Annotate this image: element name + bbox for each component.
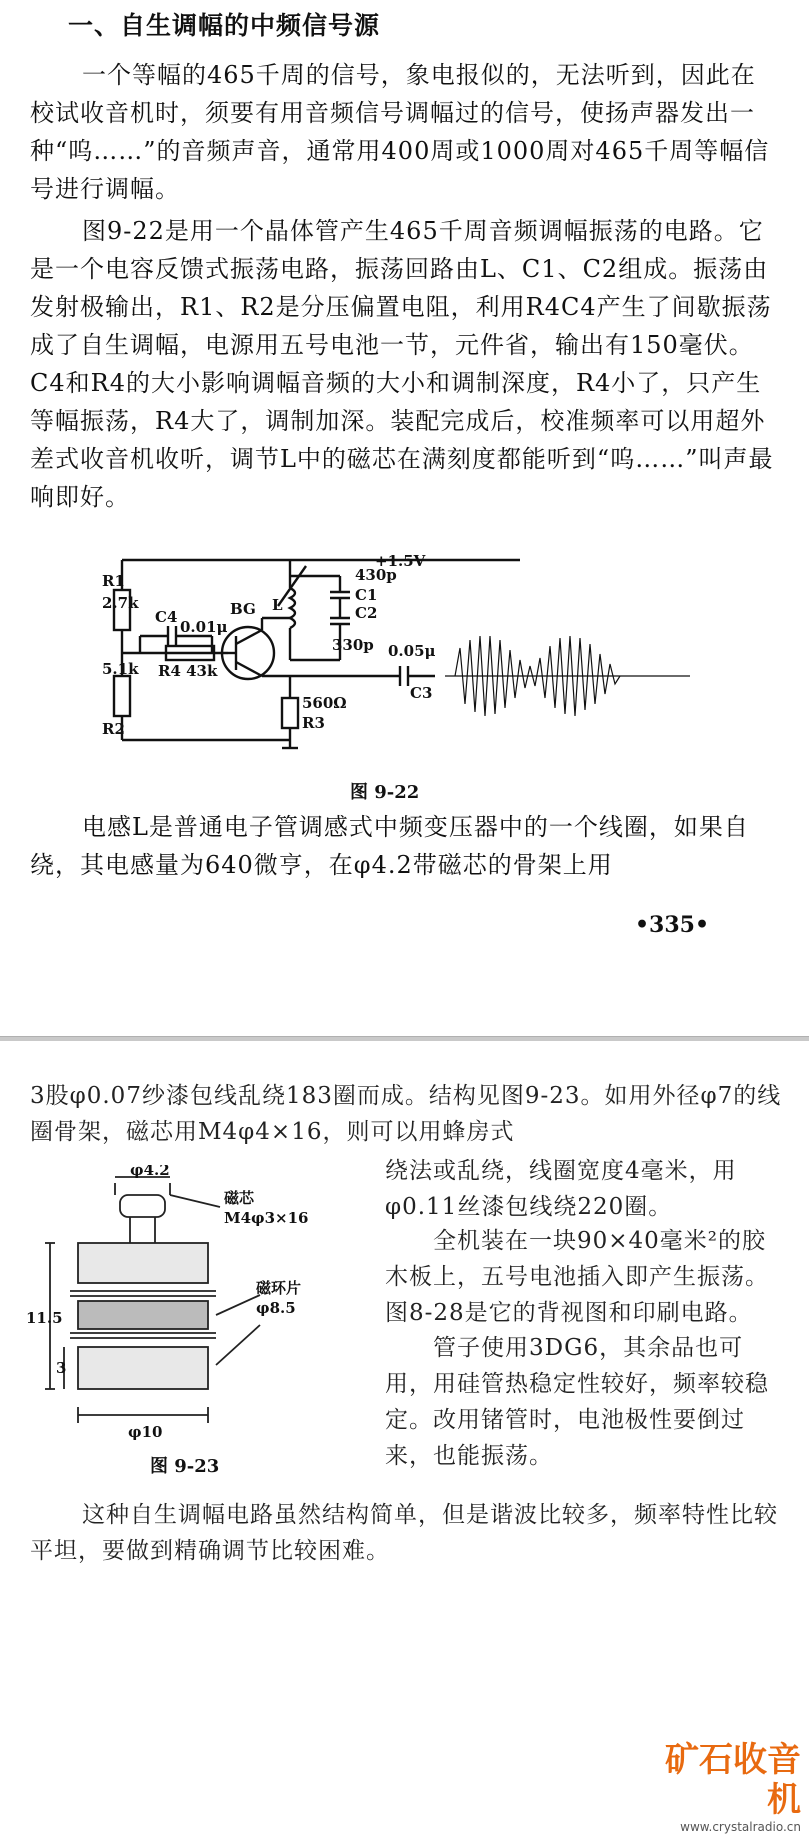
top-dimension: φ4.2: [130, 1165, 170, 1179]
resistor-r3: [282, 698, 298, 728]
section-heading: 一、自生调幅的中频信号源: [68, 11, 381, 40]
r3-value: 560Ω: [302, 694, 347, 712]
paragraph-8: 这种自生调幅电路虽然结构简单，但是谐波比较多，频率特性比较平坦，要做到精确调节比较困难。: [30, 1502, 778, 1564]
bottom-dimension: φ10: [128, 1423, 163, 1441]
c1-label: C1: [355, 586, 378, 604]
supply-label: +1.5V: [375, 552, 426, 570]
paragraph-2: 图9-22是用一个晶体管产生465千周音频调幅振荡的电路。它是一个电容反馈式振荡电路，振荡回路由L、C1、C2组成。振荡由发射极输出，R1、R2是分压偏置电阻，利用R4C4产生了间歇振荡成了自生调幅，电源用五号电池一节，元件省，输出有150毫伏。C4和R4的大小影响调幅音频的大小和调制深度，R4小了，只产生等幅振荡，R4大了，调制加深。装配完成后，校准频率可以用超外差式收音机收听，调节L中的磁芯在满刻度都能听到“呜……”叫声最响即好。: [30, 217, 774, 511]
transistor-label: BG: [230, 600, 256, 618]
paragraph-1: 一个等幅的465千周的信号，象电报似的，无法听到，因此在校试收音机时，须要有用音频信号调幅过的信号，使扬声器发出一种“呜……”的音频声音，通常用400周或1000周对465千周等幅信号进行调幅。: [30, 61, 770, 203]
paragraph-4: 3股φ0.07纱漆包线乱绕183圈而成。结构见图9-23。如用外径φ7的线圈骨架，磁芯用M4φ4×16，则可以用蜂房式: [30, 1083, 782, 1145]
watermark-url: www.crystalradio.cn: [680, 1820, 801, 1834]
r1-value: 2.7k: [102, 594, 139, 612]
c4-label: C4: [155, 608, 178, 626]
c3-label: C3: [410, 684, 433, 702]
core-spec: M4φ3×16: [224, 1209, 309, 1227]
paragraph-6: 全机装在一块90×40毫米²的胶木板上，五号电池插入即产生振荡。图8-28是它的背视图和印刷电路。: [385, 1228, 769, 1326]
height-dimension: 11.5: [26, 1309, 63, 1327]
figure-caption-9-22: 图 9-22: [350, 782, 420, 803]
c1-value: 430p: [355, 566, 397, 584]
ring-label: 磁环片: [256, 1279, 302, 1297]
paragraph-5: 绕法或乱绕，线圈宽度4毫米，用φ0.11丝漆包线绕220圈。: [385, 1158, 737, 1220]
figure-caption-9-23: 图 9-23: [150, 1456, 220, 1477]
watermark-logo-text: 矿石收音机: [665, 1740, 801, 1820]
resistor-r2: [114, 676, 130, 716]
inductor-label: L: [272, 596, 283, 614]
r4-label: R4 43k: [158, 662, 218, 680]
r3-label: R3: [302, 714, 325, 732]
c4-value: 0.01μ: [180, 618, 228, 636]
core-label: 磁芯: [224, 1189, 255, 1207]
paragraph-3: 电感L是普通电子管调感式中频变压器中的一个线圈，如果自绕，其电感量为640微亨，在φ4.2带磁芯的骨架上用: [30, 813, 749, 879]
ring-dimension: φ8.5: [256, 1299, 296, 1317]
r2-value: 5.1k: [102, 660, 139, 678]
am-waveform-icon: [445, 636, 690, 716]
small-dimension: 3: [56, 1359, 67, 1377]
c2-label: C2: [355, 604, 378, 622]
r1-label: R1: [102, 572, 125, 590]
watermark: [651, 1740, 801, 1834]
coil-diagram-9-23: [20, 1165, 380, 1445]
circuit-diagram-9-22: [100, 548, 700, 768]
r2-label: R2: [102, 720, 125, 738]
page-divider: [0, 1036, 809, 1041]
paragraph-7: 管子使用3DG6，其余品也可用，用硅管热稳定性较好，频率较稳定。改用锗管时，电池极性要倒过来，也能振荡。: [385, 1335, 769, 1469]
c3-value: 0.05μ: [388, 642, 436, 660]
page-number: •335•: [634, 912, 709, 938]
c2-value: 330p: [332, 636, 374, 654]
